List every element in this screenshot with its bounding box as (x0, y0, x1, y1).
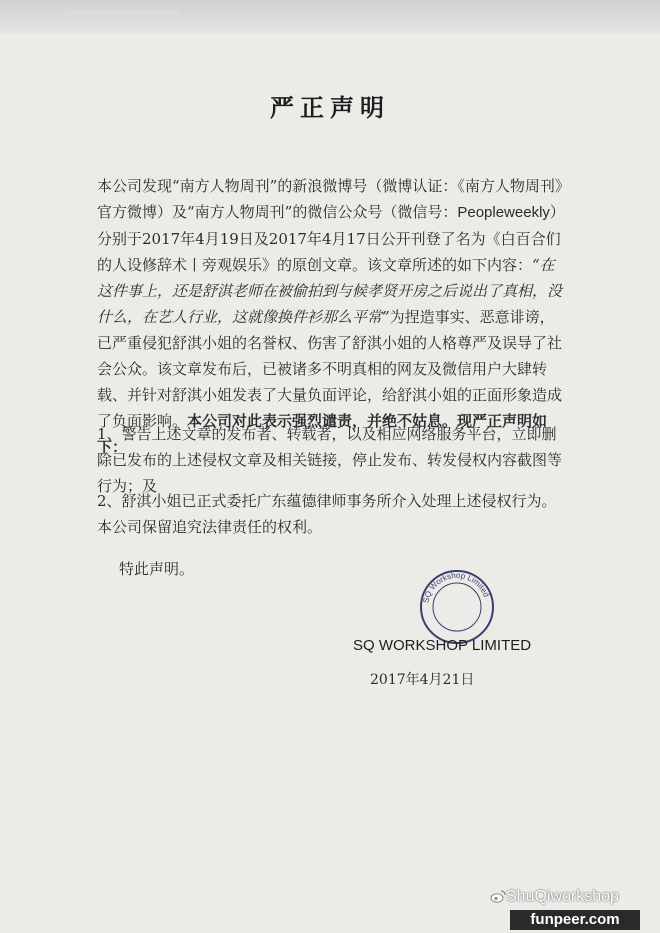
quoted-content: “在这件事上，还是舒淇老师在被偷拍到与候孝贤开房之后说出了真相，没什么，在艺人行业，这就像换件衫那么平常” (97, 256, 563, 326)
statement-title: 严正声明 (270, 93, 390, 122)
company-seal (418, 568, 496, 646)
svg-text:SQ Workshop Limited (421, 571, 491, 604)
statement-paragraph-1 (97, 173, 563, 460)
paragraph-1-text-d: 为捏造事实、恶意诽谤，已严重侵犯舒淇小姐的名誉权、伤害了舒淇小姐的人格尊严及误导了社会公众。该文章发布后，已被诸多不明真相的网友及微信用户大肆转载、并针对舒淇小姐发表了大量负面评论，给舒淇小姐的正面形象造成了负面影响。 (97, 308, 563, 430)
blurred-header-bar (0, 0, 660, 34)
paragraph-1-text-c: ）分别于2017年4月19日及2017年4月17日公开刊登了名为《白百合们的人设修辞术丨旁观娱乐》的原创文章。该文章所述的如下内容： (97, 203, 561, 274)
weibo-watermark-handle: ShuQiworkshop (506, 888, 619, 905)
paragraph-1-text-a: 本公司发现“南方人物周刊”的新浪微博号（微博认证：《南方人物周刊》官方微博）及“南方人物周刊”的微信公众号（微信号： (97, 177, 563, 221)
statement-date: 2017年4月21日 (370, 672, 475, 688)
site-watermark: funpeer.com (510, 910, 640, 930)
statement-point-2: 2、舒淇小姐已正式委托广东蕴德律师事务所介入处理上述侵权行为。本公司保留追究法律责任的权利。 (97, 492, 557, 536)
closing-line: 特此声明。 (119, 560, 195, 578)
seal-text: SQ Workshop Limited (421, 570, 491, 604)
wechat-id: Peopleweekly (457, 204, 550, 221)
statement-point-1: 1、警告上述文章的发布者、转载者，以及相应网络服务平台，立即删除已发布的上述侵权文章及相关链接，停止发布、转发侵权内容截图等行为；及 (97, 425, 563, 495)
company-name: SQ WORKSHOP LIMITED (353, 637, 532, 654)
weibo-icon (490, 888, 506, 904)
condemnation-statement: 本公司对此表示强烈谴责，并绝不姑息。现严正声明如下： (97, 412, 548, 456)
blurred-header-text (62, 10, 182, 22)
